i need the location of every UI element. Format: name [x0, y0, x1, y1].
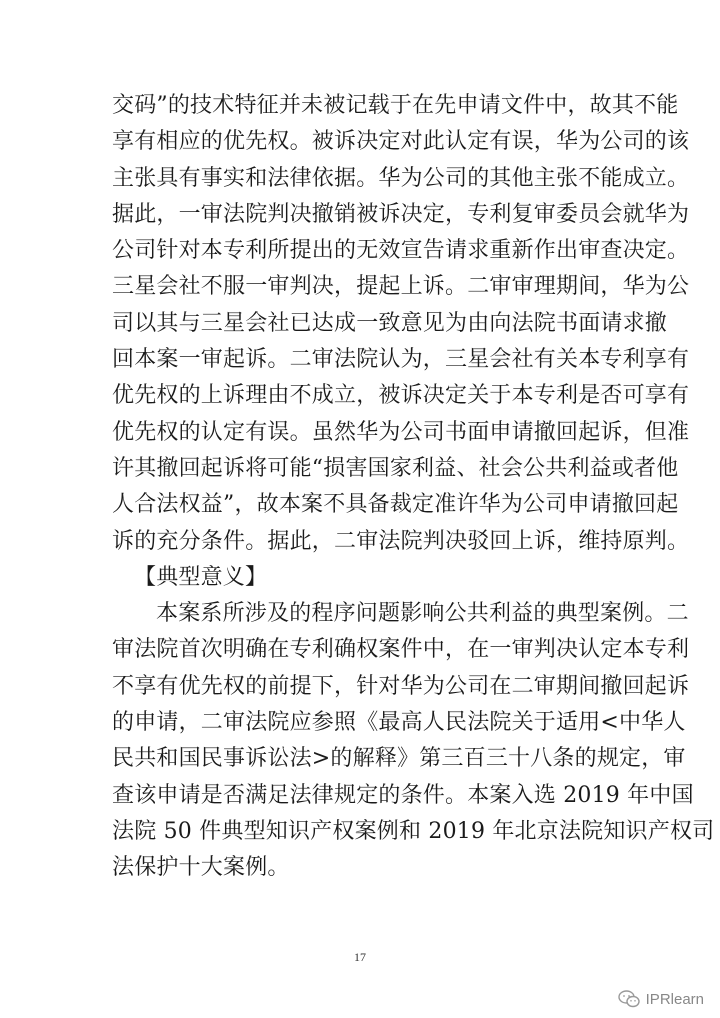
significance-line: 审法院首次明确在专利确权案件中，在一审判决认定本专利	[112, 637, 690, 663]
paragraph-line: 公司针对本专利所提出的无效宣告请求重新作出审查决定。	[112, 238, 690, 264]
wechat-icon	[618, 990, 640, 1008]
paragraph-line: 司以其与三星会社已达成一致意见为由向法院书面请求撤	[112, 310, 668, 336]
watermark	[618, 990, 704, 1008]
watermark-text: IPRlearn	[645, 990, 704, 1008]
paragraph-line: 诉的充分条件。据此，二审法院判决驳回上诉，维持原判。	[112, 528, 690, 554]
paragraph-line: 据此，一审法院判决撤销被诉决定，专利复审委员会就华为	[112, 201, 690, 227]
paragraph-line: 许其撤回起诉将可能“损害国家利益、社会公共利益或者他	[112, 455, 679, 481]
page-number: 17	[354, 950, 366, 964]
paragraph-line: 回本案一审起诉。二审法院认为，三星会社有关本专利享有	[112, 347, 690, 373]
paragraph-line: 优先权的上诉理由不成立，被诉决定关于本专利是否可享有	[112, 383, 690, 409]
significance-line: 民共和国民事诉讼法>的解释》第三百三十八条的规定，审	[112, 746, 686, 772]
significance-line: 法保护十大案例。	[112, 855, 290, 881]
document-body	[112, 88, 715, 887]
significance-line: 法院 50 件典型知识产权案例和 2019 年北京法院知识产权司	[112, 818, 715, 844]
paragraph-line: 优先权的认定有误。虽然华为公司书面申请撤回起诉，但准	[112, 419, 690, 445]
significance-line: 不享有优先权的前提下，针对华为公司在二审期间撤回起诉	[112, 673, 690, 699]
paragraph-line: 主张具有事实和法律依据。华为公司的其他主张不能成立。	[112, 165, 690, 191]
significance-line: 查该申请是否满足法律规定的条件。本案入选 2019 年中国	[112, 782, 694, 808]
paragraph-line: 交码”的技术特征并未被记载于在先申请文件中，故其不能	[112, 93, 679, 118]
paragraph-line: 享有相应的优先权。被诉决定对此认定有误，华为公司的该	[112, 129, 690, 155]
significance-line: 的申请，二审法院应参照《最高人民法院关于适用<中华人	[112, 710, 686, 736]
section-heading: 【典型意义】	[134, 564, 268, 590]
paragraph-line: 三星会社不服一审判决，提起上诉。二审审理期间，华为公	[112, 274, 690, 300]
significance-line: 本案系所涉及的程序问题影响公共利益的典型案例。二	[156, 601, 689, 627]
paragraph-line: 人合法权益”，故本案不具备裁定准许华为公司申请撤回起	[112, 492, 679, 518]
